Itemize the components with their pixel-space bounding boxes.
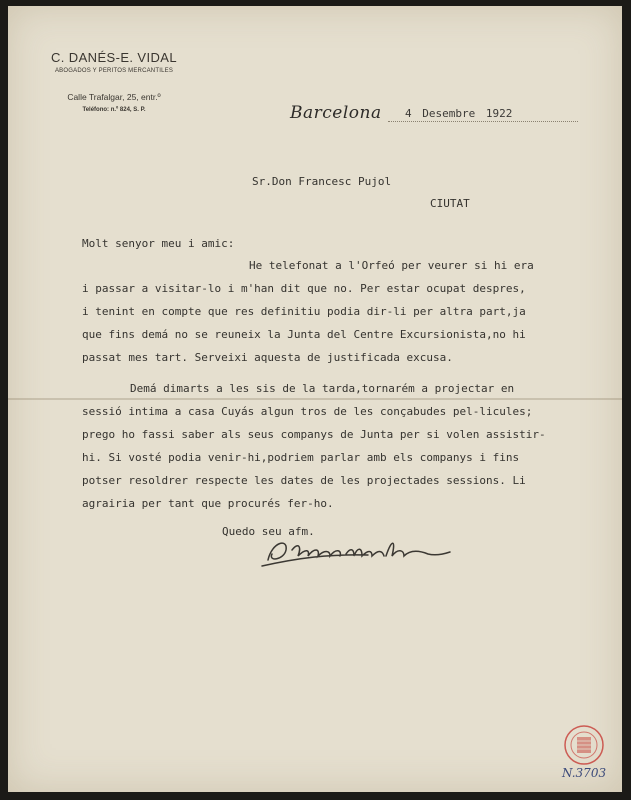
date-dotted-line bbox=[388, 121, 578, 122]
letter-date: 4 Desembre 1922 bbox=[405, 107, 513, 120]
body-line: agrairia per tant que procurés fer-ho. bbox=[82, 497, 334, 510]
body-line: Demá dimarts a les sis de la tarda,tornarém a projectar en bbox=[130, 382, 515, 395]
fold-crease bbox=[8, 398, 622, 400]
body-line: hi. Si vosté podia venir-hi,podriem parlar amb els companys i fins bbox=[82, 451, 520, 464]
recipient-name: Sr.Don Francesc Pujol bbox=[252, 175, 392, 188]
letter-place: Barcelona bbox=[290, 103, 382, 123]
body-line: potser resoldrer respecte les dates de les projectades sessions. Li bbox=[82, 474, 526, 487]
body-line: passat mes tart. Serveixi aquesta de justificada excusa. bbox=[82, 351, 453, 364]
handwritten-signature bbox=[258, 528, 458, 573]
body-line: i passar a visitar-lo i m'han dit que no. Per estar ocupat despres, bbox=[82, 282, 526, 295]
body-line: prego ho fassi saber als seus companys de Junta per si volen assistir- bbox=[82, 428, 546, 441]
archive-number: N.3703 bbox=[562, 766, 607, 780]
body-line: que fins demá no se reuneix la Junta del Centre Excursionista,no hi bbox=[82, 328, 526, 341]
body-line: sessió intima a casa Cuyás algun tros de les conçabudes pel-licules; bbox=[82, 405, 533, 418]
letterhead-subtitle: ABOGADOS Y PERITOS MERCANTILES bbox=[54, 68, 174, 74]
body-line: i tenint en compte que res definitiu podia dir-li per altra part,ja bbox=[82, 305, 526, 318]
letter-sheet bbox=[8, 6, 622, 792]
letterhead-phone: Teléfono: n.º 824, S. P. bbox=[82, 107, 146, 113]
letterhead bbox=[34, 50, 194, 113]
salutation: Molt senyor meu i amic: bbox=[82, 237, 235, 250]
body-line: He telefonat a l'Orfeó per veurer si hi era bbox=[249, 259, 534, 272]
archive-stamp-icon bbox=[555, 724, 613, 766]
closing: Quedo seu afm. bbox=[222, 525, 315, 538]
recipient-city: CIUTAT bbox=[430, 197, 470, 210]
letterhead-name: C. DANÉS-E. VIDAL bbox=[51, 50, 177, 65]
letterhead-address: Calle Trafalgar, 25, entr.º bbox=[67, 92, 161, 102]
